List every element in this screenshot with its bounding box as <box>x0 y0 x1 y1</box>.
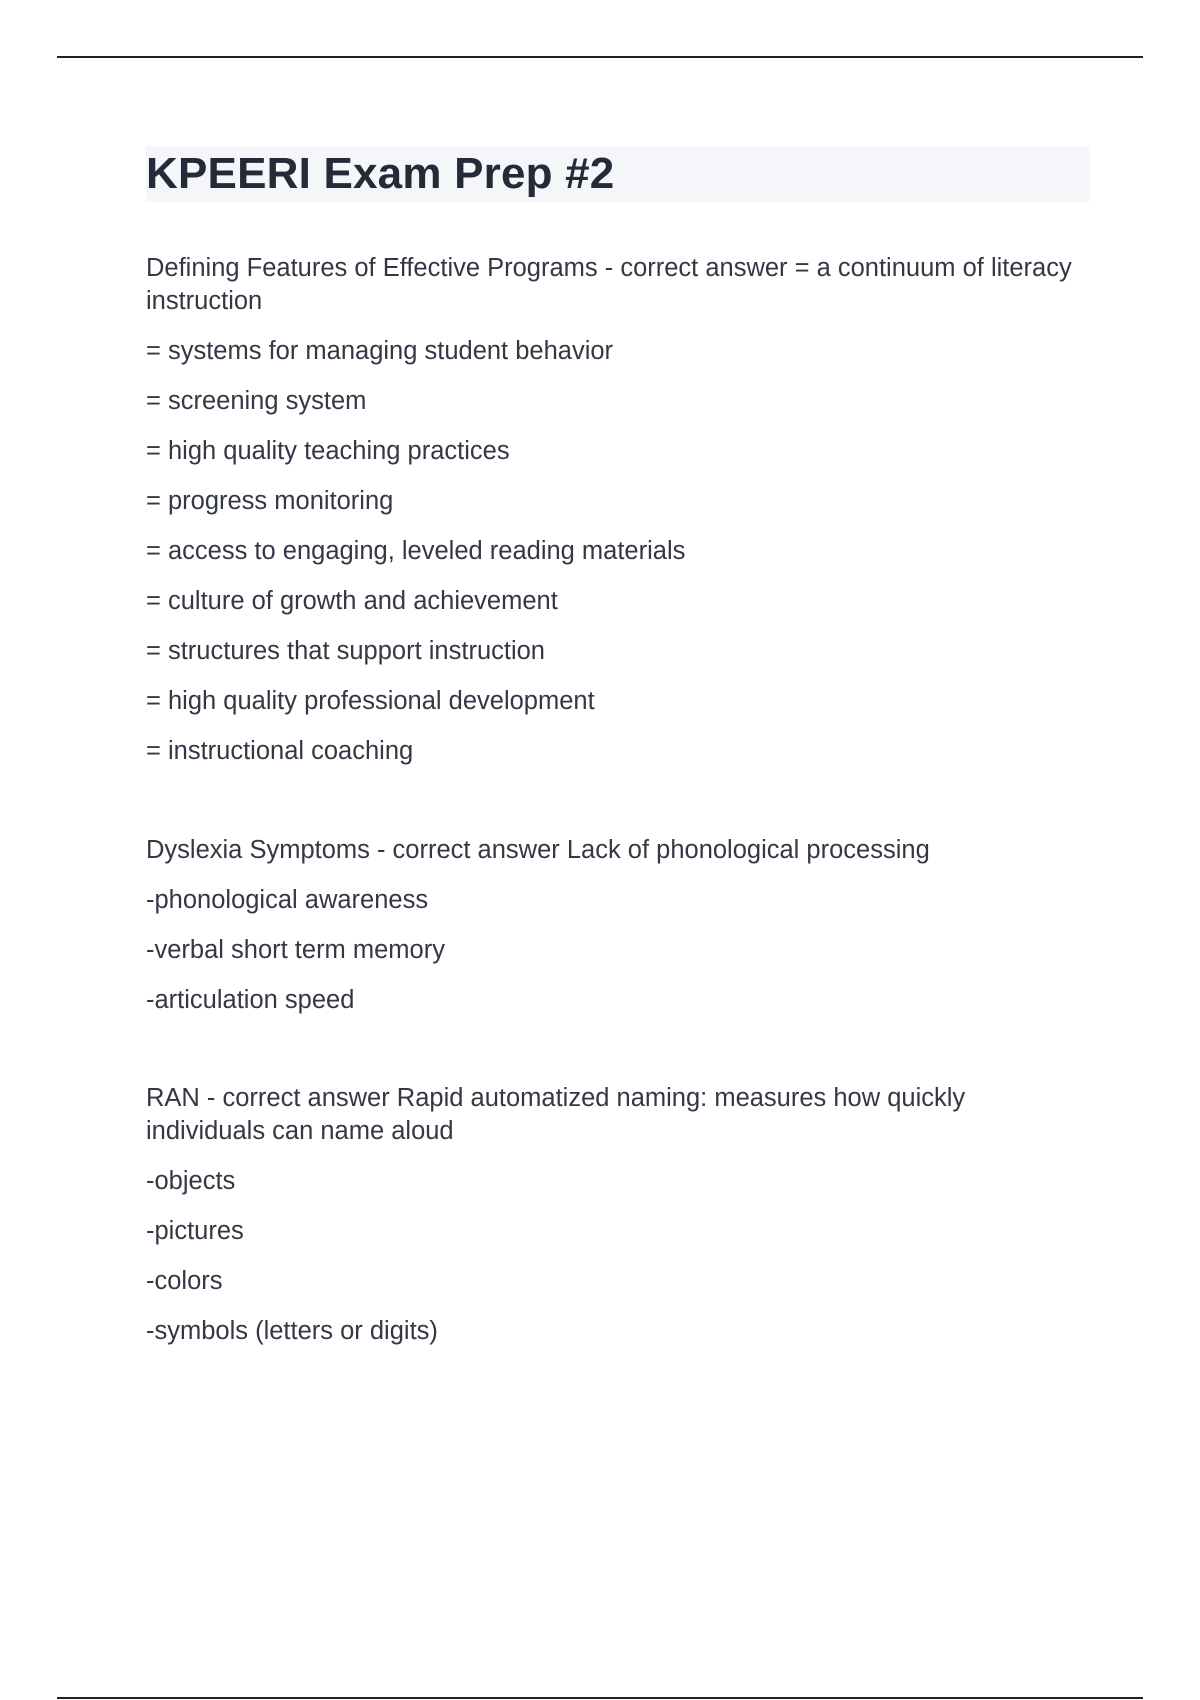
answer-item: = structures that support instruction <box>146 637 545 665</box>
answer-item: = access to engaging, leveled reading materials <box>146 537 686 565</box>
answer-item: = systems for managing student behavior <box>146 337 614 365</box>
answer-item: -pictures <box>146 1217 244 1245</box>
page-title: KPEERI Exam Prep #2 <box>146 149 615 198</box>
answer-item: = instructional coaching <box>146 737 414 765</box>
question-text: RAN - correct answer Rapid automatized naming: measures how quickly individuals can name aloud <box>146 1084 966 1145</box>
qa-entry-dyslexia-symptoms <box>146 834 1090 1017</box>
answer-item: -colors <box>146 1267 223 1295</box>
answer-item: = high quality teaching practices <box>146 437 510 465</box>
question-text: Defining Features of Effective Programs - correct answer = a continuum of literacy instruction <box>146 254 1072 315</box>
answer-item: -phonological awareness <box>146 886 429 914</box>
qa-entry-defining-features <box>146 252 1090 768</box>
bottom-rule <box>57 1697 1143 1699</box>
answer-item: -objects <box>146 1167 236 1195</box>
answer-item: = high quality professional development <box>146 687 595 715</box>
answer-item: = screening system <box>146 387 367 415</box>
answer-item: -verbal short term memory <box>146 936 445 964</box>
answer-item: -symbols (letters or digits) <box>146 1317 438 1345</box>
document-body <box>146 146 1090 1345</box>
answer-item: = culture of growth and achievement <box>146 587 558 615</box>
question-text: Dyslexia Symptoms - correct answer Lack of phonological processing <box>146 836 930 864</box>
top-rule <box>57 56 1143 58</box>
answer-item: -articulation speed <box>146 986 355 1014</box>
qa-entry-ran <box>146 1082 1090 1348</box>
answer-item: = progress monitoring <box>146 487 394 515</box>
title-banner <box>146 146 1090 202</box>
